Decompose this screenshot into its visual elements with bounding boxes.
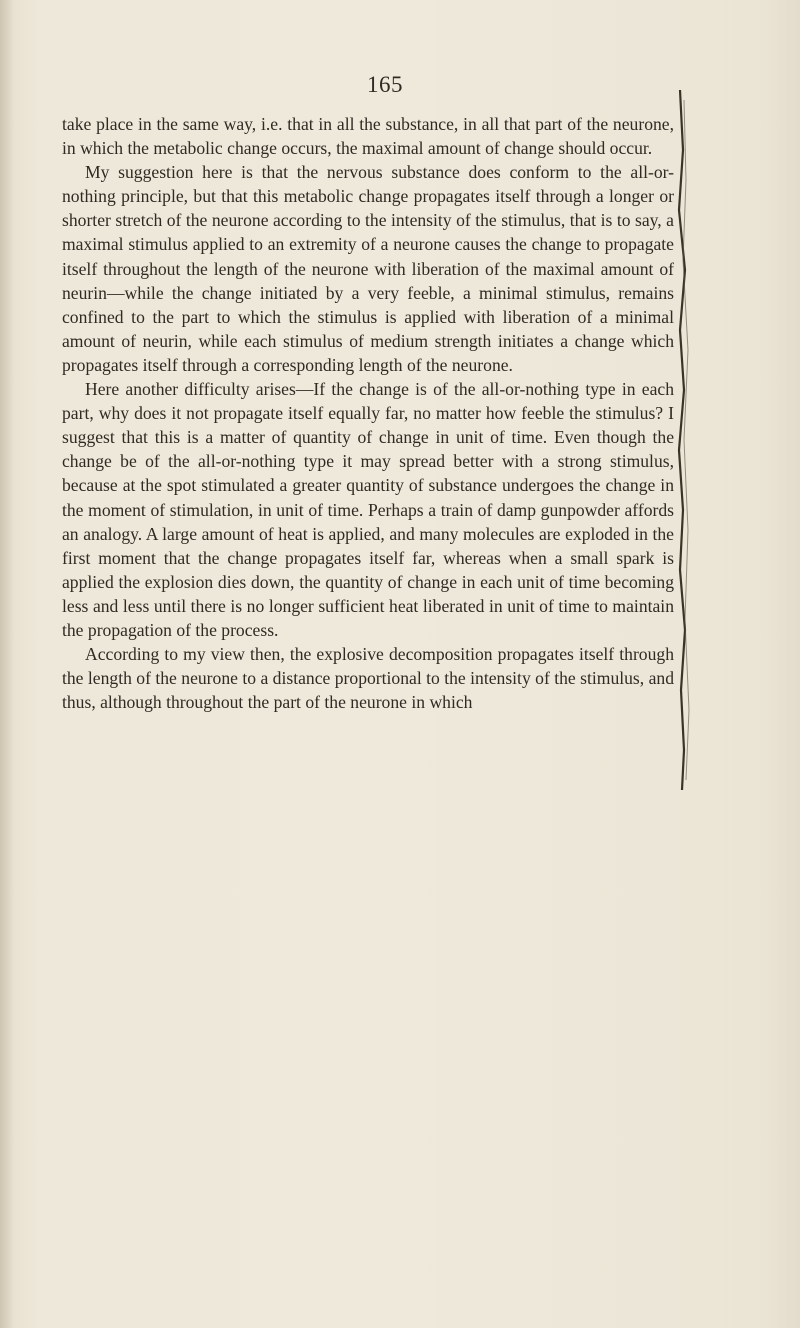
paragraph-2: My suggestion here is that the nervous substance does conform to the all-or-nothing principle, but that this metabolic change propagates itself through a longer or shorter stretch of the neurone according to the intensity of the stimulus, that is to say, a maximal stimulus applied to an extremity of a neurone causes the change to propagate itself throughout the length of the neurone with liberation of the maximal amount of neurin—while the change initiated by a very feeble, a minimal stimulus, remains confined to the part to which the stimulus is applied with liberation of a minimal amount of neurin, while each stimulus of medium strength initiates a change which propagates itself through a corresponding length of the neurone. [62,162,674,375]
paragraph-4: According to my view then, the explosive decomposition propagates itself through the length of the neurone to a distance proportional to the intensity of the stimulus, and thus, although throughout the part of the neurone in which [62,644,674,713]
binding-shadow [0,0,14,1328]
body-text [62,112,674,714]
adjacent-page-edge [676,90,706,790]
page-number: 165 [367,72,403,97]
paragraph-1: take place in the same way, i.e. that in all the substance, in all that part of the neurone, in which the metabolic change occurs, the maximal amount of change should occur. [62,114,674,159]
paragraph-3: Here another difficulty arises—If the change is of the all-or-nothing type in each part, why does it not propagate itself equally far, no matter how feeble the stimulus? I suggest that this is a matter of quantity of change in unit of time. Even though the change be of the all-or-nothing type it may spread better with a strong stimulus, because at the spot stimulated a greater quantity of substance undergoes the change in the moment of stimulation, in unit of time. Perhaps a train of damp gunpowder affords an analogy. A large amount of heat is applied, and many molecules are exploded in the first moment that the change propagates itself far, whereas when a small spark is applied the explosion dies down, the quantity of change in each unit of time becoming less and less until there is no longer sufficient heat liberated in unit of time to maintain the propagation of the process. [62,379,674,640]
